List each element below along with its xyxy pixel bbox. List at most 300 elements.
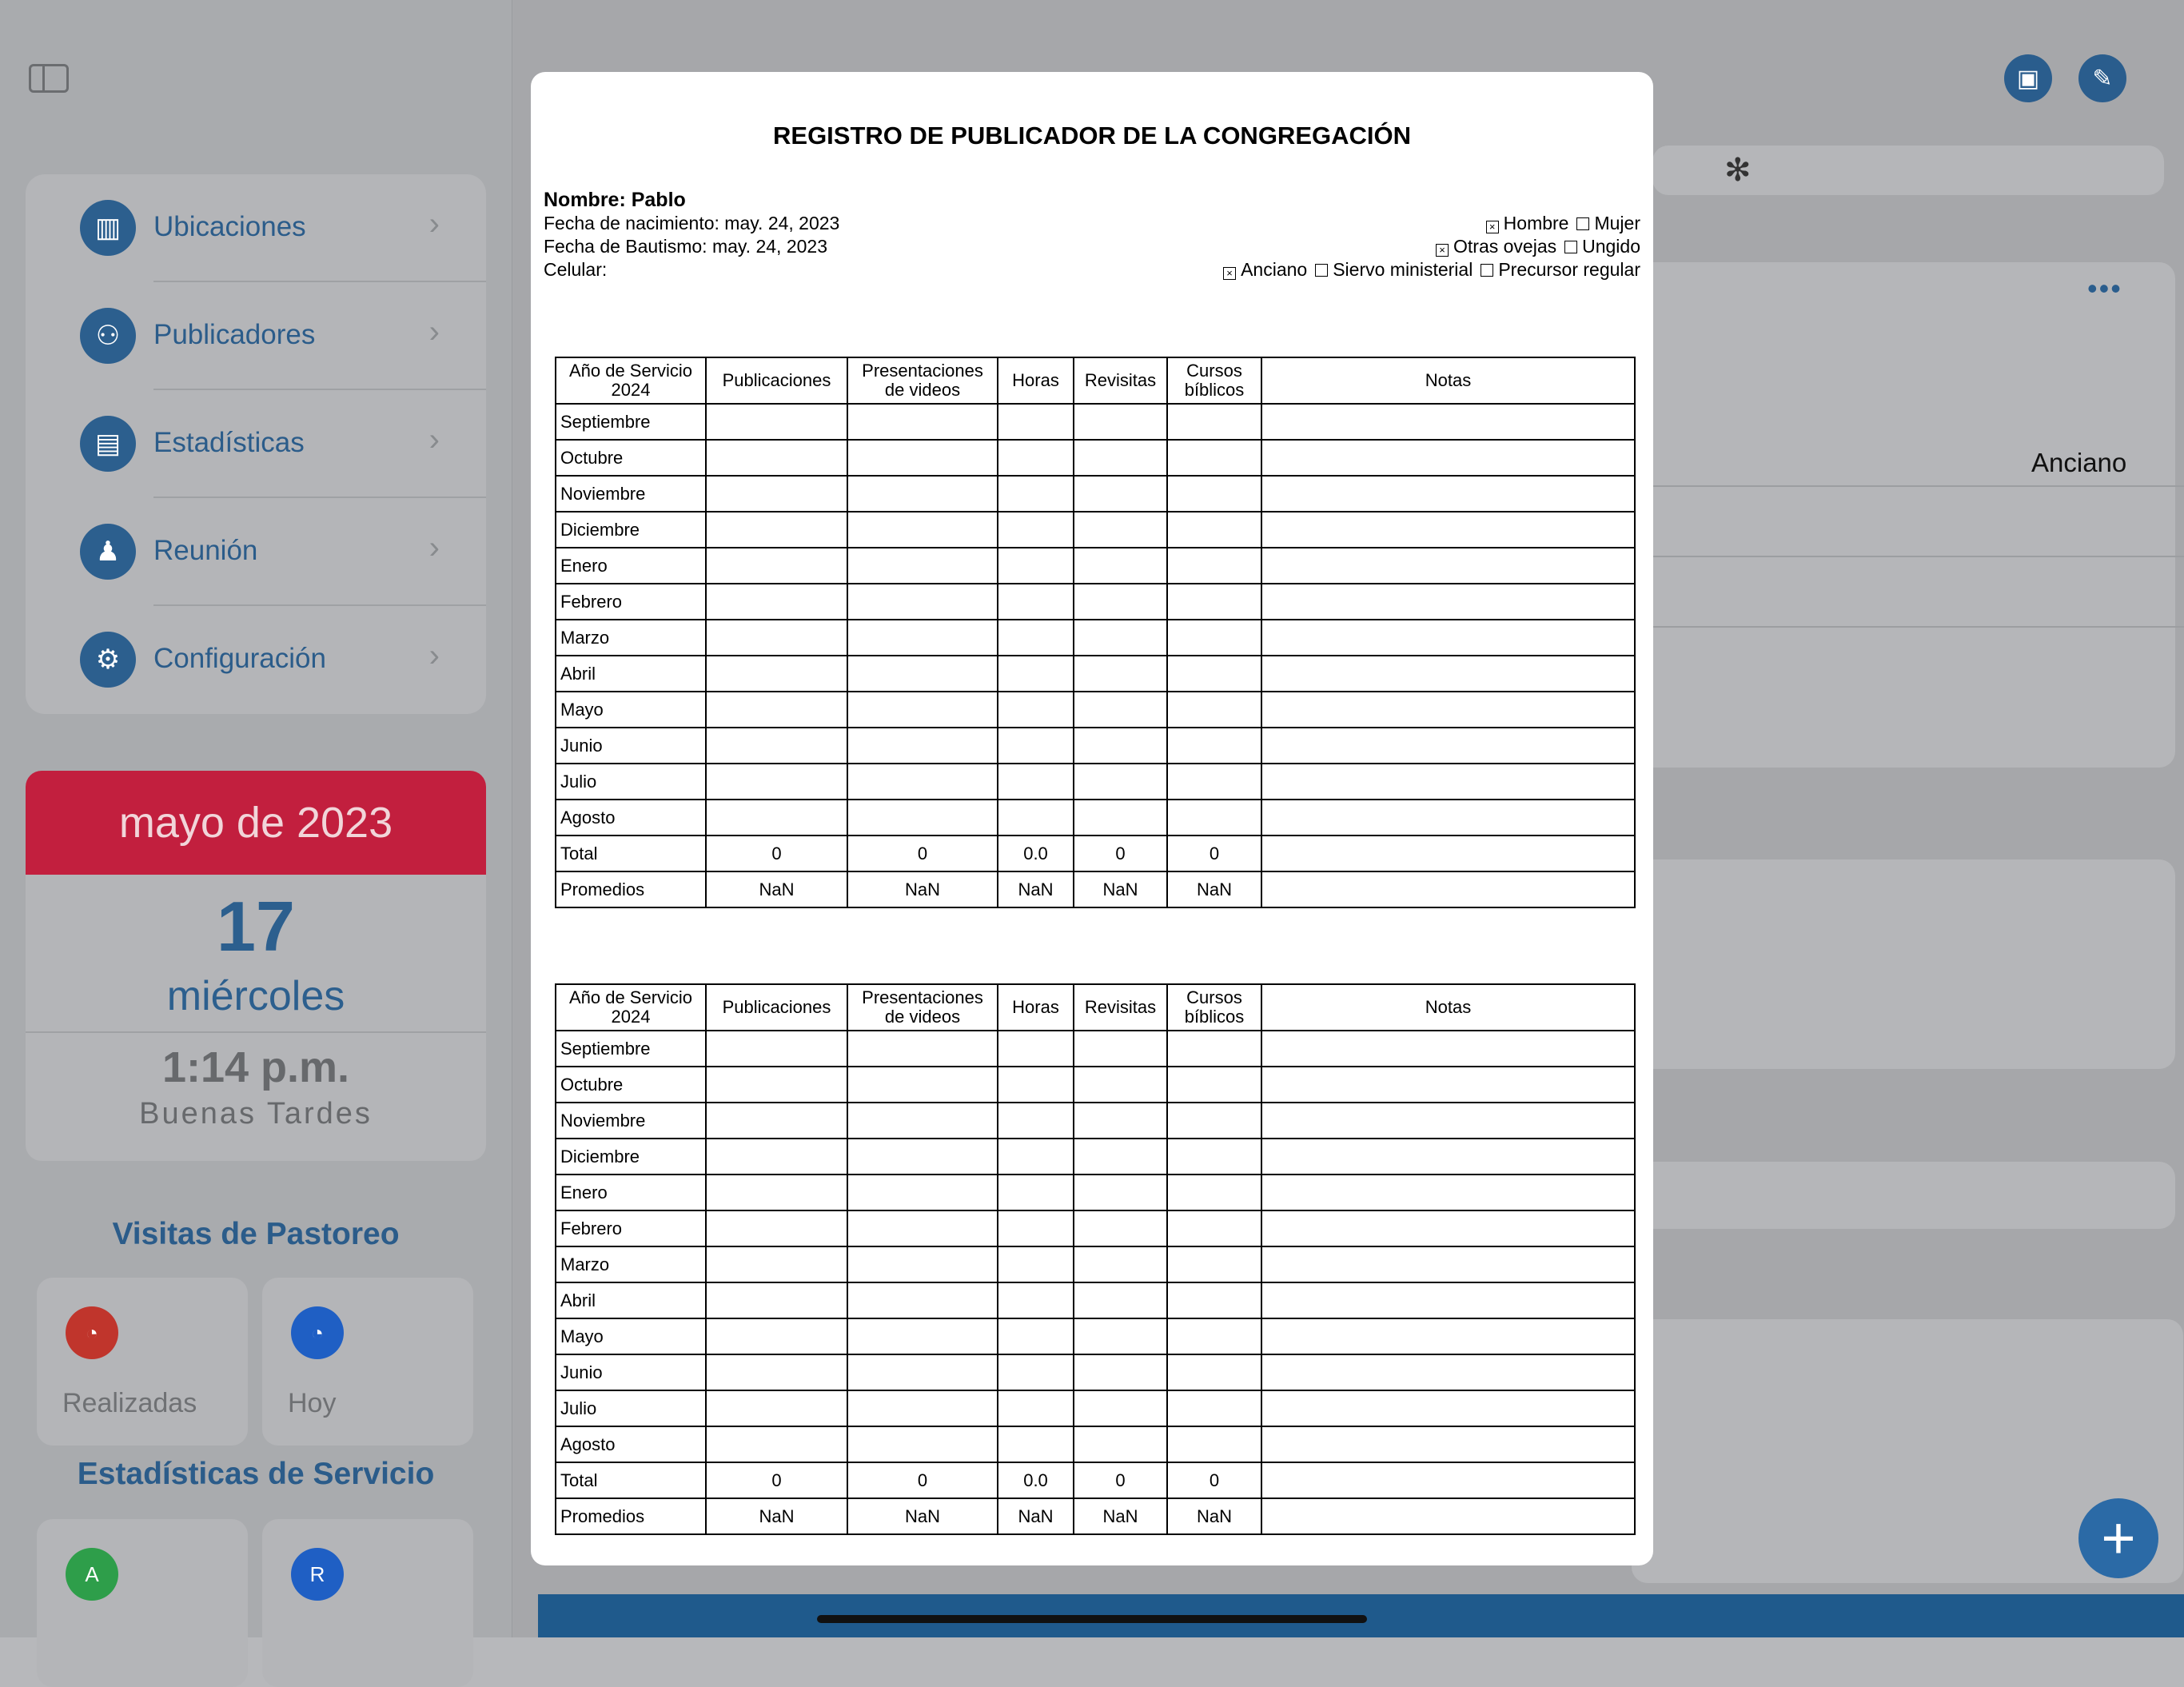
document-title: REGISTRO DE PUBLICADOR DE LA CONGREGACIÓN bbox=[773, 122, 1411, 150]
month-cell: Julio bbox=[556, 1390, 706, 1426]
value-cell bbox=[1074, 800, 1167, 836]
value-cell bbox=[1074, 1282, 1167, 1318]
value-cell bbox=[847, 656, 998, 692]
value-cell bbox=[1261, 548, 1635, 584]
table-row bbox=[556, 620, 1635, 656]
value-cell bbox=[847, 1103, 998, 1139]
people-icon: ⚇ bbox=[80, 308, 136, 364]
chevron-right-icon: › bbox=[428, 314, 440, 349]
value-cell bbox=[706, 1426, 847, 1462]
value-cell bbox=[1261, 728, 1635, 764]
chart-icon: ▤ bbox=[80, 416, 136, 472]
value-cell bbox=[998, 1139, 1074, 1175]
value-cell bbox=[706, 512, 847, 548]
detail-card-2 bbox=[1632, 859, 2175, 1069]
table-row bbox=[556, 656, 1635, 692]
total-row bbox=[556, 836, 1635, 871]
value-cell bbox=[706, 1175, 847, 1210]
sidebar-item-ubicaciones[interactable] bbox=[26, 174, 486, 282]
sidebar-item-label: Publicadores bbox=[153, 319, 316, 350]
more-icon[interactable]: ••• bbox=[2087, 272, 2122, 305]
value-cell bbox=[1074, 1031, 1167, 1067]
month-cell: Octubre bbox=[556, 440, 706, 476]
greeting: Buenas Tardes bbox=[139, 1097, 373, 1131]
month-cell: Agosto bbox=[556, 800, 706, 836]
value-cell bbox=[847, 440, 998, 476]
table-row bbox=[556, 1354, 1635, 1390]
chevron-right-icon: › bbox=[428, 638, 440, 673]
table-row bbox=[556, 1318, 1635, 1354]
value-cell bbox=[1167, 1282, 1261, 1318]
header-notas: Notas bbox=[1261, 984, 1635, 1031]
value-cell bbox=[998, 1354, 1074, 1390]
value-cell bbox=[1074, 548, 1167, 584]
value-cell bbox=[1261, 1210, 1635, 1246]
value-cell bbox=[1261, 1103, 1635, 1139]
privilege-options bbox=[1215, 259, 1640, 281]
value-cell bbox=[706, 1246, 847, 1282]
revisitas-value: 0 bbox=[1074, 1462, 1167, 1498]
value-cell bbox=[1261, 800, 1635, 836]
sidebar-item-configuracion[interactable] bbox=[26, 606, 486, 714]
notas-value bbox=[1261, 871, 1635, 907]
month-cell: Septiembre bbox=[556, 404, 706, 440]
value-cell bbox=[998, 1175, 1074, 1210]
month-cell: Julio bbox=[556, 764, 706, 800]
home-indicator bbox=[817, 1615, 1367, 1623]
value-cell bbox=[706, 1031, 847, 1067]
value-cell bbox=[847, 1210, 998, 1246]
value-cell bbox=[706, 1210, 847, 1246]
value-cell bbox=[706, 1139, 847, 1175]
value-cell bbox=[998, 512, 1074, 548]
value-cell bbox=[1167, 728, 1261, 764]
sidebar-item-reunion[interactable] bbox=[26, 498, 486, 606]
pdf-export-button[interactable]: ▣ bbox=[2004, 54, 2052, 102]
value-cell bbox=[706, 1067, 847, 1103]
horas-value: 0.0 bbox=[998, 1462, 1074, 1498]
month-cell: Marzo bbox=[556, 620, 706, 656]
chevron-right-icon: › bbox=[428, 206, 440, 241]
value-cell bbox=[1167, 1390, 1261, 1426]
table-row bbox=[556, 584, 1635, 620]
value-cell bbox=[706, 1318, 847, 1354]
value-cell bbox=[1167, 1246, 1261, 1282]
map-icon: ▥ bbox=[80, 200, 136, 256]
value-cell bbox=[847, 728, 998, 764]
value-cell bbox=[847, 584, 998, 620]
row-label: Total bbox=[556, 836, 706, 871]
table-row bbox=[556, 1139, 1635, 1175]
value-cell bbox=[706, 656, 847, 692]
notas-value bbox=[1261, 836, 1635, 871]
value-cell bbox=[998, 620, 1074, 656]
table-row bbox=[556, 1390, 1635, 1426]
checkbox-anciano[interactable]: × bbox=[1223, 267, 1236, 280]
value-cell bbox=[1261, 1318, 1635, 1354]
month-cell: Mayo bbox=[556, 692, 706, 728]
header-revisitas: Revisitas bbox=[1074, 984, 1167, 1031]
value-cell bbox=[1261, 692, 1635, 728]
table-row bbox=[556, 800, 1635, 836]
table-row bbox=[556, 476, 1635, 512]
revisitas-value: NaN bbox=[1074, 1498, 1167, 1534]
badge-r-icon: R bbox=[291, 1548, 344, 1601]
value-cell bbox=[1074, 1426, 1167, 1462]
value-cell bbox=[1074, 1175, 1167, 1210]
sidebar-item-label: Reunión bbox=[153, 535, 258, 566]
header-cursos: Cursos bíblicos bbox=[1167, 357, 1261, 404]
value-cell bbox=[998, 1282, 1074, 1318]
table-row bbox=[556, 1175, 1635, 1210]
detail-card bbox=[1632, 262, 2175, 768]
value-cell bbox=[1167, 1318, 1261, 1354]
value-cell bbox=[1261, 1067, 1635, 1103]
chevron-right-icon: › bbox=[428, 422, 440, 457]
value-cell bbox=[847, 1031, 998, 1067]
value-cell bbox=[1261, 1246, 1635, 1282]
table-row bbox=[556, 440, 1635, 476]
total-row bbox=[556, 1462, 1635, 1498]
value-cell bbox=[1167, 440, 1261, 476]
value-cell bbox=[998, 692, 1074, 728]
value-cell bbox=[847, 692, 998, 728]
sidebar-item-publicadores[interactable] bbox=[26, 282, 486, 390]
clock-icon: ◔ bbox=[66, 1306, 118, 1359]
sidebar-item-label: Ubicaciones bbox=[153, 211, 306, 242]
value-cell bbox=[1074, 764, 1167, 800]
table-row bbox=[556, 1031, 1635, 1067]
service-stats-title: Estadísticas de Servicio bbox=[77, 1457, 435, 1491]
header-year: Año de Servicio 2024 bbox=[556, 357, 706, 404]
service-stats-tile-r[interactable] bbox=[262, 1519, 473, 1687]
checkbox-precursor[interactable] bbox=[1481, 264, 1493, 277]
row-label: Promedios bbox=[556, 1498, 706, 1534]
month-cell: Noviembre bbox=[556, 476, 706, 512]
videos-value: NaN bbox=[847, 1498, 998, 1534]
service-stats-tile-a[interactable] bbox=[37, 1519, 248, 1687]
horas-value: NaN bbox=[998, 871, 1074, 907]
value-cell bbox=[847, 800, 998, 836]
table-row bbox=[556, 1210, 1635, 1246]
clock-icon: ◔ bbox=[291, 1306, 344, 1359]
value-cell bbox=[1167, 404, 1261, 440]
month-cell: Febrero bbox=[556, 584, 706, 620]
value-cell bbox=[1167, 656, 1261, 692]
checkbox-mujer[interactable] bbox=[1576, 217, 1589, 230]
value-cell bbox=[1074, 620, 1167, 656]
value-cell bbox=[998, 1318, 1074, 1354]
value-cell bbox=[706, 620, 847, 656]
table-row bbox=[556, 1067, 1635, 1103]
videos-value: 0 bbox=[847, 1462, 998, 1498]
value-cell bbox=[1074, 1139, 1167, 1175]
option-label: Anciano bbox=[1241, 259, 1308, 280]
table-row bbox=[556, 1426, 1635, 1462]
table-row bbox=[556, 404, 1635, 440]
value-cell bbox=[1261, 512, 1635, 548]
value-cell bbox=[1261, 1282, 1635, 1318]
publicaciones-value: 0 bbox=[706, 1462, 847, 1498]
value-cell bbox=[847, 620, 998, 656]
value-cell bbox=[1074, 728, 1167, 764]
add-button[interactable]: + bbox=[2078, 1498, 2158, 1578]
value-cell bbox=[1261, 404, 1635, 440]
badge-a-icon: A bbox=[66, 1548, 118, 1601]
value-cell bbox=[847, 548, 998, 584]
option-label: Mujer bbox=[1594, 213, 1640, 233]
value-cell bbox=[998, 476, 1074, 512]
value-cell bbox=[998, 404, 1074, 440]
value-cell bbox=[706, 476, 847, 512]
asterisk-icon: ✻ bbox=[1724, 153, 1752, 188]
month-cell: Abril bbox=[556, 1282, 706, 1318]
edit-button[interactable]: ✎ bbox=[2078, 54, 2126, 102]
table-row bbox=[556, 1246, 1635, 1282]
value-cell bbox=[1167, 584, 1261, 620]
value-cell bbox=[1074, 440, 1167, 476]
value-cell bbox=[1074, 584, 1167, 620]
revisitas-value: NaN bbox=[1074, 871, 1167, 907]
value-cell bbox=[847, 764, 998, 800]
value-cell bbox=[998, 1103, 1074, 1139]
cursos-value: 0 bbox=[1167, 1462, 1261, 1498]
value-cell bbox=[847, 1175, 998, 1210]
value-cell bbox=[706, 1390, 847, 1426]
table-row bbox=[556, 548, 1635, 584]
month-cell: Enero bbox=[556, 548, 706, 584]
value-cell bbox=[847, 476, 998, 512]
checkbox-otras-ovejas[interactable]: × bbox=[1436, 244, 1449, 257]
option-label: Ungido bbox=[1582, 236, 1640, 257]
value-cell bbox=[1261, 440, 1635, 476]
value-cell bbox=[1261, 1426, 1635, 1462]
value-cell bbox=[706, 404, 847, 440]
value-cell bbox=[1167, 1103, 1261, 1139]
checkbox-hombre[interactable]: × bbox=[1486, 221, 1499, 233]
promedios-row bbox=[556, 1498, 1635, 1534]
publicaciones-value: NaN bbox=[706, 1498, 847, 1534]
birth-date: Fecha de nacimiento: may. 24, 2023 bbox=[544, 213, 840, 233]
promedios-row bbox=[556, 871, 1635, 907]
checkbox-ungido[interactable] bbox=[1564, 241, 1577, 253]
hope-options bbox=[1428, 236, 1640, 257]
value-cell bbox=[706, 1103, 847, 1139]
sidebar-menu bbox=[26, 174, 486, 714]
header-notas: Notas bbox=[1261, 357, 1635, 404]
calendar-time: 1:14 p.m. bbox=[161, 1043, 350, 1091]
tile-label: Hoy bbox=[288, 1388, 337, 1418]
value-cell bbox=[1261, 1031, 1635, 1067]
value-cell bbox=[998, 1246, 1074, 1282]
value-cell bbox=[1167, 620, 1261, 656]
value-cell bbox=[1074, 476, 1167, 512]
value-cell bbox=[1074, 1318, 1167, 1354]
table-row bbox=[556, 1103, 1635, 1139]
month-cell: Noviembre bbox=[556, 1103, 706, 1139]
service-year-table-2 bbox=[555, 983, 1636, 1535]
sidebar-item-estadisticas[interactable] bbox=[26, 390, 486, 498]
tile-label: Realizadas bbox=[62, 1388, 197, 1418]
calendar-month-year: mayo de 2023 bbox=[26, 771, 486, 875]
value-cell bbox=[1074, 656, 1167, 692]
option-label: Otras ovejas bbox=[1453, 236, 1557, 257]
value-cell bbox=[1167, 512, 1261, 548]
value-cell bbox=[847, 1067, 998, 1103]
baptism-date: Fecha de Bautismo: may. 24, 2023 bbox=[544, 236, 827, 257]
value-cell bbox=[1167, 692, 1261, 728]
value-cell bbox=[1074, 512, 1167, 548]
header-horas: Horas bbox=[998, 984, 1074, 1031]
role-label: Anciano bbox=[2031, 448, 2127, 477]
value-cell bbox=[1074, 1210, 1167, 1246]
sidebar-item-label: Estadísticas bbox=[153, 427, 305, 458]
table-row bbox=[556, 1282, 1635, 1318]
value-cell bbox=[847, 1246, 998, 1282]
value-cell bbox=[998, 1426, 1074, 1462]
cursos-value: 0 bbox=[1167, 836, 1261, 871]
value-cell bbox=[1074, 1246, 1167, 1282]
value-cell bbox=[1261, 476, 1635, 512]
header-year: Año de Servicio 2024 bbox=[556, 984, 706, 1031]
header-publicaciones: Publicaciones bbox=[706, 984, 847, 1031]
value-cell bbox=[1261, 584, 1635, 620]
value-cell bbox=[1074, 692, 1167, 728]
sidebar-toggle-icon[interactable] bbox=[29, 64, 69, 93]
header-publicaciones: Publicaciones bbox=[706, 357, 847, 404]
sidebar bbox=[0, 0, 512, 1637]
value-cell bbox=[998, 584, 1074, 620]
option-label: Hombre bbox=[1503, 213, 1569, 233]
table-row bbox=[556, 692, 1635, 728]
value-cell bbox=[706, 1354, 847, 1390]
value-cell bbox=[1167, 1175, 1261, 1210]
month-cell: Febrero bbox=[556, 1210, 706, 1246]
value-cell bbox=[706, 692, 847, 728]
value-cell bbox=[847, 1318, 998, 1354]
value-cell bbox=[706, 584, 847, 620]
month-cell: Enero bbox=[556, 1175, 706, 1210]
month-cell: Octubre bbox=[556, 1067, 706, 1103]
value-cell bbox=[706, 800, 847, 836]
value-cell bbox=[1167, 1426, 1261, 1462]
value-cell bbox=[998, 1067, 1074, 1103]
publicaciones-value: NaN bbox=[706, 871, 847, 907]
header-horas: Horas bbox=[998, 357, 1074, 404]
option-label: Siervo ministerial bbox=[1333, 259, 1473, 280]
value-cell bbox=[998, 548, 1074, 584]
value-cell bbox=[998, 1031, 1074, 1067]
publisher-record-document bbox=[531, 72, 1653, 1565]
month-cell: Septiembre bbox=[556, 1031, 706, 1067]
meeting-icon: ♟ bbox=[80, 524, 136, 580]
value-cell bbox=[706, 440, 847, 476]
videos-value: NaN bbox=[847, 871, 998, 907]
value-cell bbox=[1261, 764, 1635, 800]
month-cell: Agosto bbox=[556, 1426, 706, 1462]
visits-today-tile[interactable] bbox=[262, 1278, 473, 1446]
month-cell: Diciembre bbox=[556, 1139, 706, 1175]
value-cell bbox=[1167, 1354, 1261, 1390]
value-cell bbox=[1167, 800, 1261, 836]
cursos-value: NaN bbox=[1167, 1498, 1261, 1534]
publicaciones-value: 0 bbox=[706, 836, 847, 871]
value-cell bbox=[706, 548, 847, 584]
sidebar-item-label: Configuración bbox=[153, 643, 326, 674]
notas-value bbox=[1261, 1498, 1635, 1534]
value-cell bbox=[1167, 476, 1261, 512]
checkbox-siervo[interactable] bbox=[1315, 264, 1328, 277]
value-cell bbox=[1261, 1139, 1635, 1175]
publisher-name: Nombre: Pablo bbox=[544, 189, 686, 211]
table-row bbox=[556, 764, 1635, 800]
value-cell bbox=[1261, 620, 1635, 656]
value-cell bbox=[1074, 1354, 1167, 1390]
value-cell bbox=[847, 1139, 998, 1175]
value-cell bbox=[1167, 1031, 1261, 1067]
header-revisitas: Revisitas bbox=[1074, 357, 1167, 404]
value-cell bbox=[1261, 1390, 1635, 1426]
visits-done-tile[interactable] bbox=[37, 1278, 248, 1446]
month-cell: Marzo bbox=[556, 1246, 706, 1282]
row-label: Promedios bbox=[556, 871, 706, 907]
value-cell bbox=[706, 728, 847, 764]
value-cell bbox=[847, 512, 998, 548]
videos-value: 0 bbox=[847, 836, 998, 871]
month-cell: Mayo bbox=[556, 1318, 706, 1354]
value-cell bbox=[998, 800, 1074, 836]
option-label: Precursor regular bbox=[1498, 259, 1640, 280]
header-cursos: Cursos bíblicos bbox=[1167, 984, 1261, 1031]
value-cell bbox=[1261, 1175, 1635, 1210]
month-cell: Junio bbox=[556, 1354, 706, 1390]
value-cell bbox=[998, 764, 1074, 800]
value-cell bbox=[1167, 1067, 1261, 1103]
chevron-right-icon: › bbox=[428, 530, 440, 565]
value-cell bbox=[847, 1390, 998, 1426]
calendar-day: 17 bbox=[217, 887, 295, 966]
value-cell bbox=[1167, 548, 1261, 584]
horas-value: 0.0 bbox=[998, 836, 1074, 871]
value-cell bbox=[998, 728, 1074, 764]
month-cell: Abril bbox=[556, 656, 706, 692]
value-cell bbox=[706, 1282, 847, 1318]
value-cell bbox=[1167, 1139, 1261, 1175]
value-cell bbox=[1261, 656, 1635, 692]
value-cell bbox=[706, 764, 847, 800]
value-cell bbox=[1167, 1210, 1261, 1246]
row-label: Total bbox=[556, 1462, 706, 1498]
calendar-card bbox=[26, 771, 486, 1161]
cursos-value: NaN bbox=[1167, 871, 1261, 907]
service-year-table-1 bbox=[555, 357, 1636, 908]
month-cell: Junio bbox=[556, 728, 706, 764]
gender-options bbox=[1478, 213, 1640, 234]
horas-value: NaN bbox=[998, 1498, 1074, 1534]
value-cell bbox=[998, 656, 1074, 692]
value-cell bbox=[1261, 1354, 1635, 1390]
value-cell bbox=[1167, 764, 1261, 800]
value-cell bbox=[847, 1426, 998, 1462]
table-row bbox=[556, 512, 1635, 548]
calendar-weekday: miércoles bbox=[166, 973, 345, 1019]
phone: Celular: bbox=[544, 259, 608, 280]
value-cell bbox=[1074, 1067, 1167, 1103]
value-cell bbox=[847, 1354, 998, 1390]
header-videos: Presentaciones de videos bbox=[847, 357, 998, 404]
revisitas-value: 0 bbox=[1074, 836, 1167, 871]
value-cell bbox=[1074, 1390, 1167, 1426]
